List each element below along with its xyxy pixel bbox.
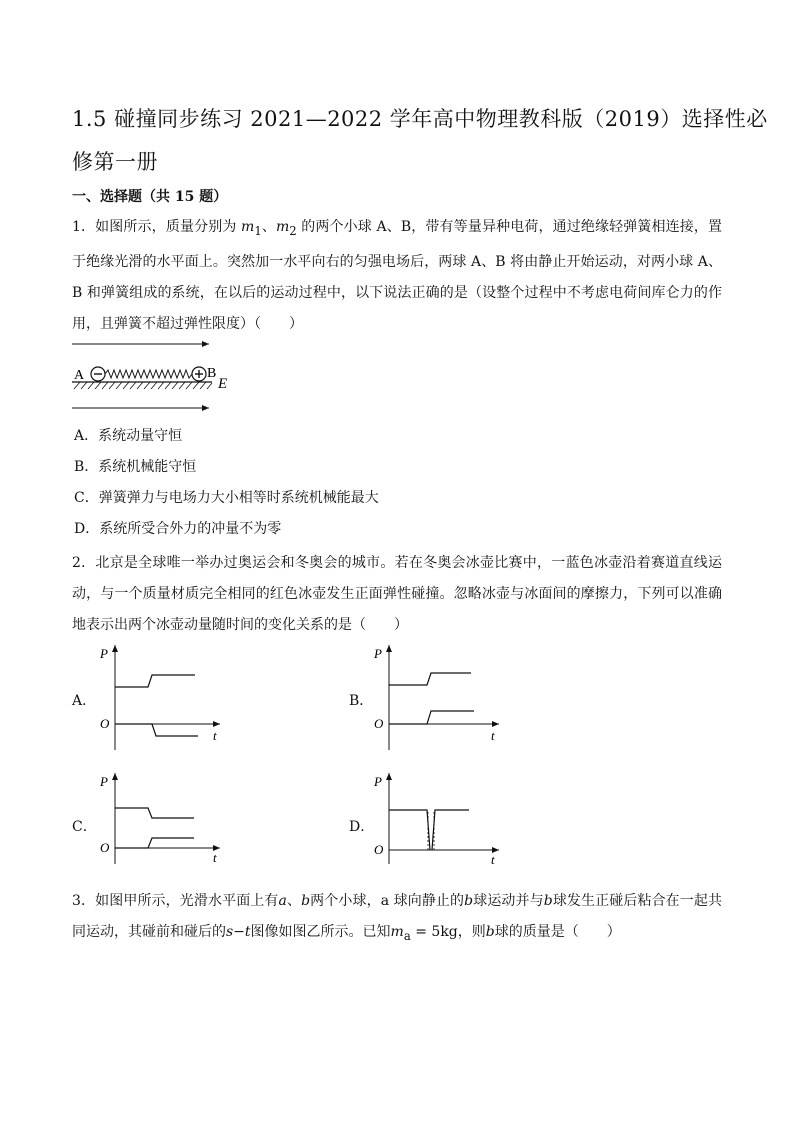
ball-a-symbol: a <box>278 893 287 909</box>
q1-option-d: D．系统所受合外力的冲量不为零 <box>74 521 282 537</box>
x-axis-label: t <box>213 728 217 743</box>
origin-label: O <box>374 842 384 857</box>
q2-graph-b <box>364 640 514 755</box>
spring <box>105 370 192 378</box>
origin-label: O <box>100 840 110 855</box>
curve-red <box>432 810 469 850</box>
x-axis-label: t <box>491 852 495 867</box>
document-title-line-1: 1.5 碰撞同步练习 2021—2022 学年高中物理教科版（2019）选择性必 <box>72 107 768 131</box>
ball-b-symbol: b <box>301 893 311 909</box>
q2-graph-a <box>90 640 240 755</box>
question-1-figure <box>72 336 242 416</box>
curve-red <box>115 838 194 848</box>
question-1-number: 1． <box>72 219 96 235</box>
section-heading: 一、选择题（共 15 题） <box>72 189 228 205</box>
question-3-text: 3．如图甲所示，光滑水平面上有a、b两个小球，a 球向静止的b球运动并与b球发生正碰后粘合在一起共同运动，其碰前和碰后的s−t图像如图乙所示。已知$m_a = 5kg$，则b球的质量是（ ） <box>72 893 722 943</box>
mass-m1: m <box>241 219 255 235</box>
field-label-e: E <box>218 376 228 392</box>
mass-ma: m <box>390 924 404 940</box>
y-axis-label: P <box>100 646 108 661</box>
document-title-line-2: 修第一册 <box>72 150 158 174</box>
q1-option-b: B．系统机械能守恒 <box>74 459 197 475</box>
curve-red <box>389 711 474 724</box>
x-axis-label: t <box>213 850 217 865</box>
q2-option-b-label: B． <box>349 693 374 709</box>
question-3-number: 3． <box>72 893 96 909</box>
q1-option-a: A．系统动量守恒 <box>74 428 183 444</box>
q1-option-c: C．弹簧弹力与电场力大小相等时系统机械能最大 <box>74 490 379 506</box>
curve-red <box>115 724 198 736</box>
curve-blue <box>389 810 430 850</box>
curve-blue <box>389 673 471 685</box>
question-1-text: 1．如图所示，质量分别为 $m_1$、$m_2$ 的两个小球 A、B，带有等量异种电荷，通过绝缘轻弹簧相连接，置于绝缘光滑的水平面上。突然加一水平向右的匀强电场后，两球 A、B 将由静止开始运动，对两小球 A、B 和弹簧组成的系统，在以后的运动过程中，以下说法正确的是（设整个过程中不考虑电荷间库仑力的作用，且弹簧不超过弹性限度）（ ） <box>72 219 722 332</box>
origin-label: O <box>374 716 384 731</box>
question-2-text: 2．北京是全球唯一举办过奥运会和冬奥会的城市。若在冬奥会冰壶比赛中，一蓝色冰壶沿着赛道直线运动，与一个质量材质完全相同的红色冰壶发生正面弹性碰撞。忽略冰壶与冰面间的摩擦力，下列可以准确地表示出两个冰壶动量随时间的变化关系的是（ ） <box>72 555 722 633</box>
origin-label: O <box>100 716 110 731</box>
q2-graph-d <box>364 768 514 868</box>
q2-option-a-label: A． <box>72 693 97 709</box>
y-axis-label: P <box>374 774 382 789</box>
q2-option-c-label: C． <box>72 819 97 835</box>
x-axis-label: t <box>491 728 495 743</box>
mass-m2: m <box>276 219 290 235</box>
s-t-symbol: s−t <box>226 924 251 940</box>
curve-blue <box>115 808 194 818</box>
question-2-number: 2． <box>72 555 96 571</box>
curve-blue <box>115 675 195 687</box>
q2-option-d-label: D． <box>349 819 375 835</box>
q2-graph-c <box>90 768 240 868</box>
ball-a-label: A <box>74 368 85 383</box>
ground-hatching <box>74 382 212 389</box>
ball-b-label: B <box>207 366 217 381</box>
y-axis-label: P <box>100 774 108 789</box>
y-axis-label: P <box>374 646 382 661</box>
